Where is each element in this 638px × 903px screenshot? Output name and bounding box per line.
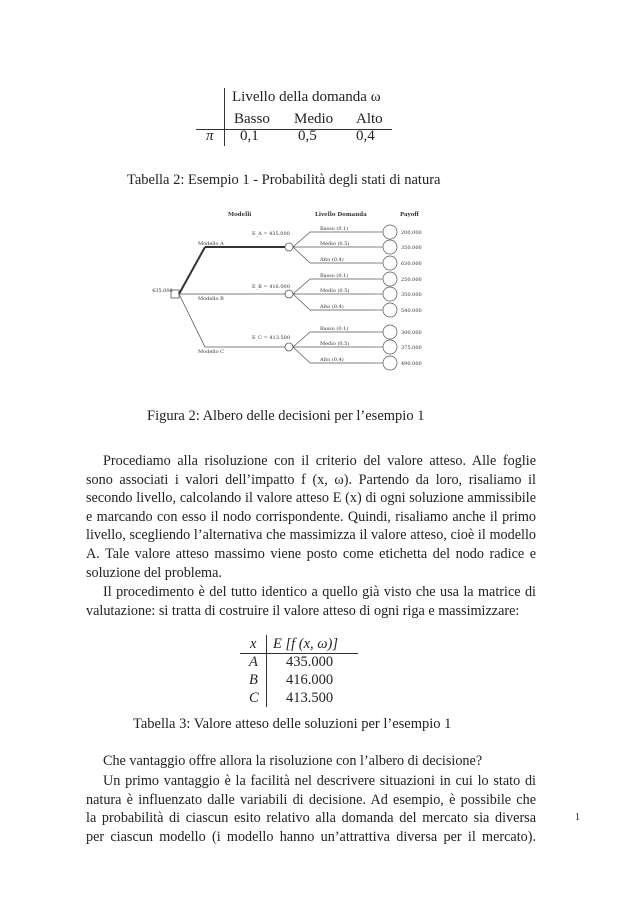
- paragraph-1-line: sono associati i valori dell’impatto f (x, ω). Partendo da loro, risaliamo il: [86, 471, 536, 488]
- tree-payoff-a-low: 200.000: [401, 230, 422, 236]
- margin-mark: 1: [575, 812, 580, 823]
- tree-branch-b-low: Basso (0.1): [320, 273, 349, 279]
- tree-branch-b-mid: Medio (0.5): [320, 288, 350, 294]
- table3-row-a-x: A: [249, 654, 258, 670]
- paragraph-4-line: Un primo vantaggio è la facilità nel descrivere situazioni in cui lo stato di: [103, 773, 536, 789]
- tree-model-a-label: Modello A: [198, 241, 224, 247]
- table3-col2-header: E [f (x, ω)]: [273, 636, 339, 652]
- tree-branch-a-mid: Medio (0.5): [320, 241, 350, 247]
- tree-branch-c-low: Basso (0.1): [320, 326, 349, 332]
- tree-root-value: 435.000: [152, 288, 173, 294]
- paragraph-3: [86, 752, 536, 771]
- paragraph-1-line: livello, scegliendo l’alternativa che massimizza il valore atteso, cioè il modello: [86, 527, 536, 544]
- table2-level-high: Alto: [356, 111, 383, 127]
- paragraph-1-line: A. Tale valore atteso massimo viene posto come etichetta del nodo radice e: [86, 545, 536, 562]
- table2-row-label: π: [206, 128, 214, 144]
- paragraph-4-line: natura è influenzato dalle variabili di decisione. Ad esempio, è possibile che: [86, 791, 536, 808]
- tree-payoff-a-high: 630.000: [401, 261, 422, 267]
- tree-leaf-node: [383, 240, 397, 254]
- paragraph-1-line: e marcando con esso il nodo corrispondente. Quindi, risaliamo anche il primo: [86, 508, 536, 525]
- paragraph-1: [86, 452, 536, 582]
- paragraph-3-line: Che vantaggio offre allora la risoluzione con l’albero di decisione?: [103, 753, 483, 769]
- table2-level-mid: Medio: [294, 111, 334, 127]
- tree-branch-a-low: Basso (0.1): [320, 226, 349, 232]
- tree-payoff-a-mid: 350.000: [401, 245, 422, 251]
- table2-vertical-rule: [224, 88, 225, 146]
- tree-leaf-node: [383, 287, 397, 301]
- table2-value-low: 0,1: [240, 128, 259, 144]
- paragraph-1-line: secondo livello, calcolando il valore atteso E (x) di ogni soluzione ammissibile: [86, 490, 536, 507]
- tree-chance-node-a: [285, 243, 293, 251]
- tree-leaf-node: [383, 225, 397, 239]
- table3-row-c-x: C: [249, 690, 259, 706]
- paragraph-4-line: per ciascun modello (i modello hanno un’attrattiva diversa per il mercato).: [86, 828, 536, 845]
- paragraph-2-line: Il procedimento è del tutto identico a quello già visto che usa la matrice di: [103, 584, 536, 600]
- paragraph-4-line: la probabilità di ciascun esito relativo alla domanda del mercato sia diversa: [86, 810, 536, 827]
- table3-row-b-value: 416.000: [286, 672, 334, 688]
- tree-payoff-c-low: 300.000: [401, 330, 422, 336]
- tree-leaf-node: [383, 303, 397, 317]
- paragraph-1-line: Procediamo alla risoluzione con il criterio del valore atteso. Alle foglie: [103, 453, 536, 469]
- table3-vertical-rule: [266, 635, 267, 707]
- tree-branch-a-high: Alto (0.4): [320, 257, 344, 263]
- table3-row-a-value: 435.000: [286, 654, 334, 670]
- paragraph-1-line: soluzione del problema.: [86, 564, 222, 581]
- tree-model-b-label: Modello B: [198, 296, 224, 302]
- tree-ev-b: E_B = 416.000: [252, 284, 290, 290]
- tree-leaf-node: [383, 325, 397, 339]
- tree-header-demand: Livello Domanda: [315, 212, 367, 218]
- paragraph-2-line: valutazione: si tratta di costruire il valore atteso di ogni riga e massimizzare:: [86, 602, 520, 619]
- tree-branch-c-mid: Medio (0.5): [320, 341, 350, 347]
- tree-branch-c-high: Alto (0.4): [320, 357, 344, 363]
- tree-chance-node-b: [285, 290, 293, 298]
- paragraph-4: [86, 772, 536, 846]
- tree-ev-c: E_C = 413.500: [252, 335, 291, 341]
- tree-leaf-node: [383, 272, 397, 286]
- figure2-caption: Figura 2: Albero delle decisioni per l’esempio 1: [147, 408, 425, 424]
- tree-model-c-label: Modello C: [198, 349, 224, 355]
- table2-level-low: Basso: [234, 111, 270, 127]
- table3-caption: Tabella 3: Valore atteso delle soluzioni per l’esempio 1: [133, 716, 452, 732]
- tree-payoff-b-low: 250.000: [401, 277, 422, 283]
- paragraph-2: [86, 583, 536, 620]
- tree-branch-b-high: Alto (0.4): [320, 304, 344, 310]
- table2-value-high: 0,4: [356, 128, 375, 144]
- tree-payoff-c-high: 490.000: [401, 361, 422, 367]
- decision-tree-figure: [140, 205, 440, 385]
- tree-payoff-b-mid: 350.000: [401, 292, 422, 298]
- tree-payoff-b-high: 540.000: [401, 308, 422, 314]
- tree-leaf-node: [383, 356, 397, 370]
- table3-col1-header: x: [250, 636, 257, 652]
- table2-caption: Tabella 2: Esempio 1 - Probabilità degli stati di natura: [127, 172, 441, 188]
- tree-leaf-node: [383, 340, 397, 354]
- table3-row-b-x: B: [249, 672, 258, 688]
- tree-chance-node-c: [285, 343, 293, 351]
- table3-row-c-value: 413.500: [286, 690, 334, 706]
- tree-ev-a: E_A = 435.000: [252, 231, 290, 237]
- table2-header: Livello della domanda ω: [232, 89, 381, 105]
- tree-header-models: Modelli: [228, 212, 252, 218]
- table2-value-mid: 0,5: [298, 128, 317, 144]
- tree-leaf-node: [383, 256, 397, 270]
- tree-payoff-c-mid: 375.000: [401, 345, 422, 351]
- tree-header-payoff: Payoff: [400, 212, 419, 218]
